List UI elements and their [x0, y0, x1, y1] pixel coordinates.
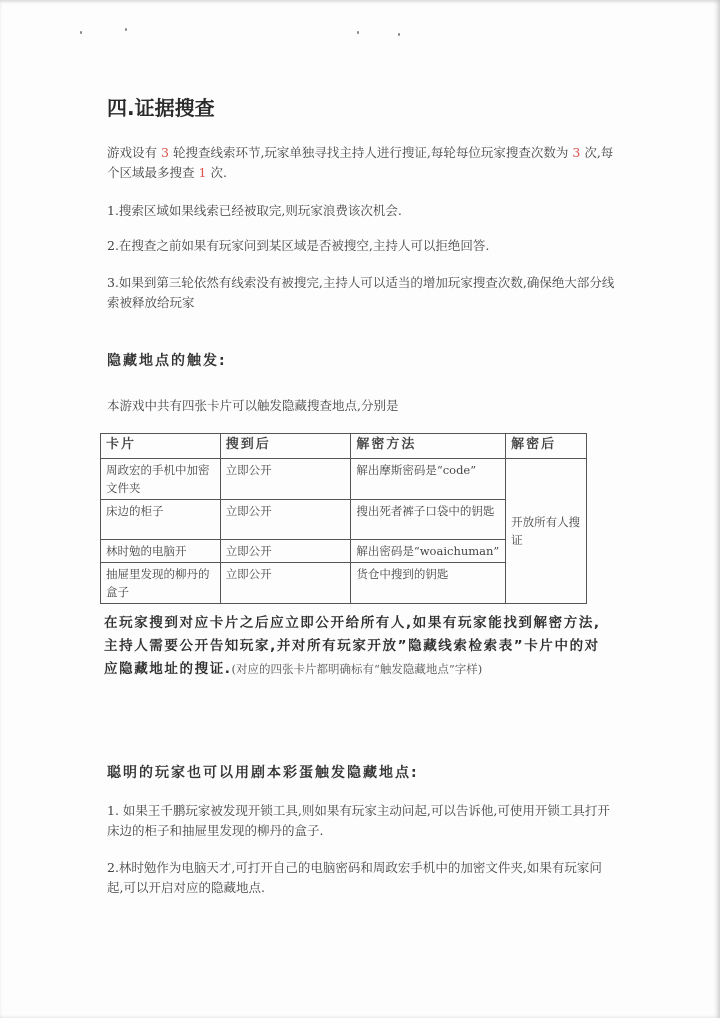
header-found: 搜到后: [220, 434, 351, 459]
scan-speck: [80, 31, 82, 34]
header-card: 卡片: [101, 434, 221, 459]
scan-speck: [357, 31, 359, 34]
rounds-count: 3: [161, 145, 169, 160]
cell-card: 抽屉里发现的柳丹的盒子: [101, 563, 221, 604]
max-search-count: 1: [198, 165, 207, 180]
scan-speck: [398, 33, 400, 36]
intro-text: 次,每个区域最多搜查: [107, 145, 614, 180]
scan-speck: [125, 28, 127, 31]
cell-found: 立即公开: [220, 563, 351, 604]
intro-text: 次.: [210, 165, 227, 180]
cell-card: 床边的柜子: [101, 500, 221, 540]
header-after: 解密后: [506, 434, 587, 459]
cell-found: 立即公开: [220, 500, 351, 540]
rule-item: 2.在搜查之前如果有玩家问到某区域是否被搜空,主持人可以拒绝回答.: [107, 238, 490, 253]
hidden-location-heading: 隐藏地点的触发:: [107, 353, 227, 369]
cell-found: 立即公开: [220, 459, 351, 500]
notice-paragraph: [104, 612, 609, 681]
notice-text: 在玩家搜到对应卡片之后应立即公开给所有人,如果有玩家能找到解密方法,主持人需要公开告知玩家,并对所有玩家开放”隐藏线索检索表”卡片中的对应隐藏地址的搜证.: [104, 615, 601, 677]
cell-card: 林时勉的电脑开: [101, 540, 221, 563]
notice-note: (对应的四张卡片都明确标有“触发隐藏地点”字样): [231, 662, 483, 676]
hidden-location-table: [100, 433, 587, 604]
hidden-location-intro: 本游戏中共有四张卡片可以触发隐藏搜查地点,分别是: [107, 398, 399, 413]
table-row: [101, 459, 587, 500]
cell-method: 解出密码是“woaichuman”: [351, 540, 506, 563]
cell-method: 搜出死者裤子口袋中的钥匙: [351, 500, 506, 540]
rule-item: 1.搜索区域如果线索已经被取完,则玩家浪费该次机会.: [107, 203, 402, 218]
header-method: 解密方法: [351, 434, 506, 459]
cell-after: 开放所有人搜证: [506, 459, 587, 604]
cell-method: 解出摩斯密码是“code”: [351, 459, 506, 500]
easter-egg-heading: 聪明的玩家也可以用剧本彩蛋触发隐藏地点:: [107, 765, 419, 781]
intro-text: 轮搜查线索环节,玩家单独寻找主持人进行搜证,每轮每位玩家搜查次数为: [172, 145, 569, 160]
table-header-row: [101, 434, 587, 459]
cell-found: 立即公开: [220, 540, 351, 563]
cell-method: 货仓中搜到的钥匙: [351, 563, 506, 604]
intro-paragraph: [107, 143, 617, 183]
search-times-count: 3: [572, 145, 581, 160]
rule-item: 3.如果到第三轮依然有线索没有被搜完,主持人可以适当的增加玩家搜查次数,确保绝大部分线索被释放给玩家: [107, 275, 615, 310]
easter-egg-item: 1. 如果王千鹏玩家被发现开锁工具,则如果有玩家主动问起,可以告诉他,可使用开锁工具打开床边的柜子和抽屉里发现的柳丹的盒子.: [107, 803, 610, 838]
intro-text: 游戏设有: [107, 145, 158, 160]
cell-card: 周政宏的手机中加密文件夹: [101, 459, 221, 500]
easter-egg-item: 2.林时勉作为电脑天才,可打开自己的电脑密码和周政宏手机中的加密文件夹,如果有玩家问起,可以开启对应的隐藏地点.: [107, 860, 602, 895]
section-title: 四.证据搜查: [107, 96, 215, 120]
